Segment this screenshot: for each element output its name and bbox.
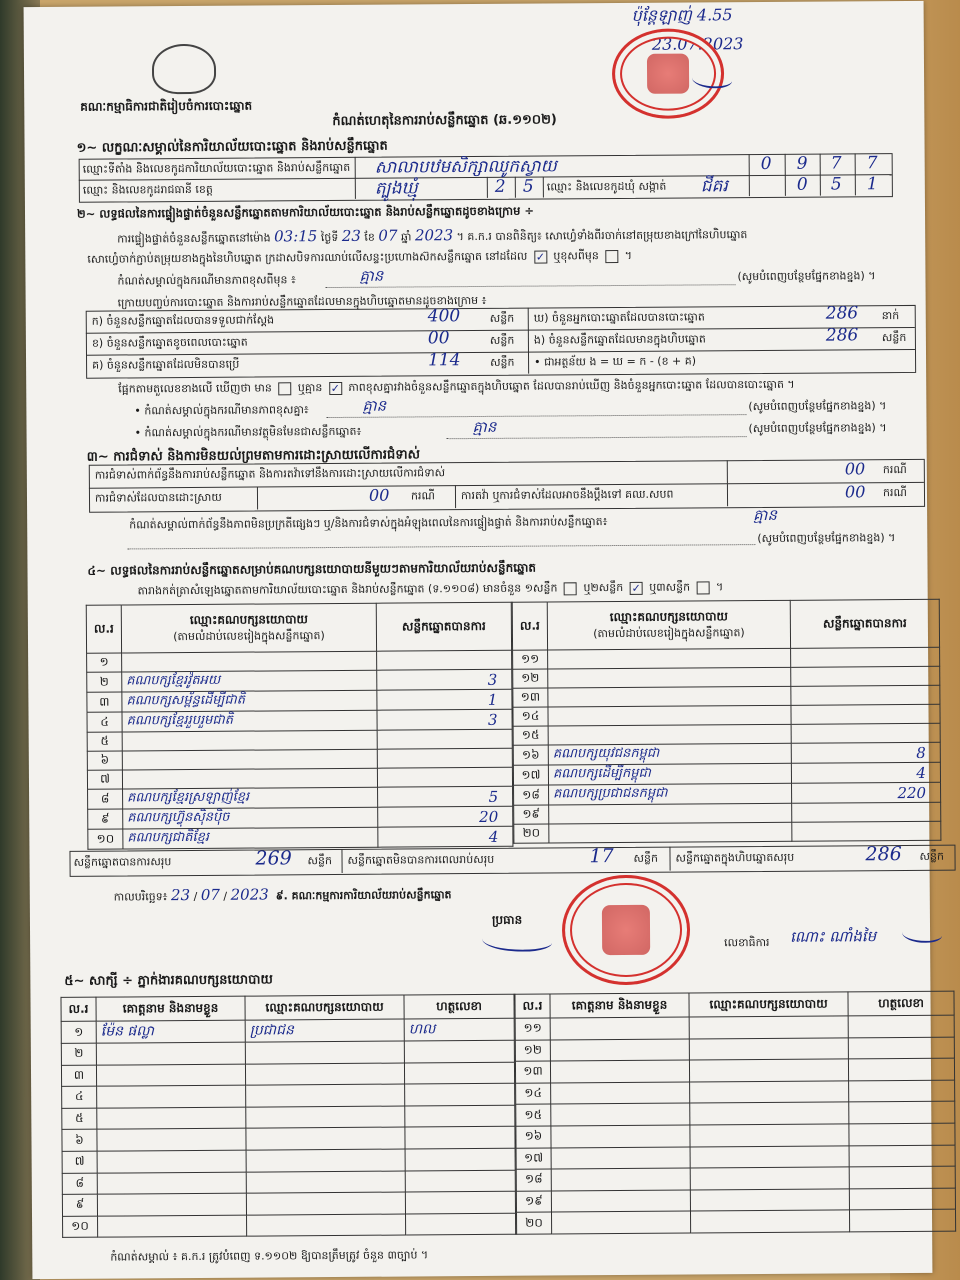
witness-name	[551, 1082, 690, 1105]
emblem-icon	[152, 44, 216, 94]
row-number: ១២	[513, 669, 548, 688]
witness-party	[247, 1214, 406, 1237]
row-number: ៨	[62, 1173, 97, 1195]
section-2-heading: ២~ លទ្ធផលនៃការផ្ទៀងផ្ទាត់ចំនួនសន្លឹកឆ្នោតតាមការិយាល័យបោះឆ្នោត និងរាប់សន្លឹកឆ្នោតដូចខាងក្រោម ÷	[76, 203, 535, 221]
s2-result-intro: ក្រោយបញ្ចប់ការបោះឆ្នោត និងការរាប់សន្លឹកឆ្នោតដែលមានក្នុងហិបឆ្នោតមានដូចខាងក្រោម ៖	[117, 293, 487, 310]
row-number: ១១	[513, 650, 548, 669]
secretary-label: លេខាធិការ	[724, 935, 770, 950]
secretary-signature	[902, 925, 942, 943]
witness-signature	[405, 1191, 515, 1213]
party-name	[548, 705, 791, 726]
org-name: គណៈកម្មាធិការជាតិរៀបចំការបោះឆ្នោត	[80, 98, 253, 114]
total-invalid-unit: សន្លឹក	[633, 851, 659, 865]
totals-row	[69, 845, 955, 877]
s3-row1-label: ការជំទាស់ពាក់ព័ន្ធនឹងការរាប់សន្លឹកឆ្នោត និងការតវ៉ាទៅនឹងការដោះស្រាយលើការជំទាស់	[94, 466, 446, 482]
official-seal-bottom	[562, 875, 691, 986]
s1-prov-code-2: 5	[522, 176, 534, 197]
party-votes: 8	[791, 742, 940, 763]
witness-signature	[404, 1040, 514, 1062]
document-sheet	[24, 1, 945, 1279]
form-title: កំណត់ហេតុនៃការរាប់សន្លឹកឆ្នោត (ឆ.១១០២)	[332, 112, 557, 130]
ballot-row-left-label: គ) ចំនួនសន្លឹកឆ្នោតដែលមិនបានប្រើ	[92, 357, 240, 372]
section-3-heading: ៣~ ការជំទាស់ និងការមិនយល់ព្រមតាមការដោះស្រាយលើការជំទាស់	[86, 447, 421, 465]
s2-note-hint: (សូមបំពេញបន្ថែមផ្នែកខាងខ្នង) ។	[737, 269, 876, 284]
ballot-row-right-unit: នាក់	[881, 309, 900, 323]
s2-note-label: កំណត់សម្គាល់ក្នុងករណីមានភាពខុសពីមុន ៖	[117, 273, 296, 288]
witness-name	[550, 1060, 689, 1083]
row-number: ១៨	[514, 785, 549, 805]
row-number: ១៦	[516, 1126, 551, 1148]
party-name	[122, 768, 377, 789]
changed-checkbox[interactable]	[605, 250, 618, 263]
row-number: ១០	[63, 1216, 98, 1238]
party-votes: 3	[377, 669, 512, 690]
witness-signature	[406, 1213, 516, 1235]
s1-code-3: 7	[830, 153, 842, 174]
witness-party	[690, 1081, 849, 1104]
party-votes	[791, 666, 940, 686]
party-votes	[377, 748, 512, 768]
table-row	[62, 1148, 515, 1173]
witness-party	[246, 1106, 405, 1129]
has-difference-checkbox[interactable]	[278, 382, 291, 395]
party-name: គណបក្សសម្ព័ន្ធដើម្បីជាតិ	[122, 690, 377, 712]
party-votes	[377, 650, 512, 670]
witness-name: ម៉ែន ផល្លា	[96, 1020, 245, 1043]
row-number: ១៥	[513, 726, 548, 745]
row-number: ១៥	[516, 1104, 551, 1126]
s4-intro: តារាងកត់ត្រាសំឡេងឆ្នោតតាមការិយាល័យបោះឆ្នោត និងរាប់សន្លឹកឆ្នោត (ទ.១១០៨) មានចំនួន ១សន្លឹក ឬ២សន្លឹក ✓ ឬ៣សន្លឹក ។	[137, 580, 724, 598]
witness-party	[245, 1063, 404, 1086]
two-sheet-checkbox[interactable]: ✓	[631, 581, 641, 595]
table-row	[88, 826, 513, 849]
party-name	[548, 724, 791, 745]
section-5-heading: ៥~ សាក្សី ÷ ភ្នាក់ងារគណបក្សនយោបាយ	[64, 972, 273, 989]
row-number: ៤	[62, 1086, 97, 1108]
three-sheet-checkbox[interactable]	[696, 581, 709, 594]
date-month: 07	[200, 885, 220, 904]
witness-party	[689, 1038, 848, 1061]
total-box-label: សន្លឹកឆ្នោតក្នុងហិបឆ្នោតសរុប	[675, 850, 795, 865]
party-name: គណបក្សយុវជនកម្ពុជា	[548, 743, 791, 765]
s2-bullet1-hint: (សូមបំពេញបន្ថែមផ្នែកខាងខ្នង) ។	[748, 399, 887, 414]
row-number: ៣	[87, 692, 122, 712]
witness-name	[550, 1017, 689, 1040]
col-party: ឈ្មោះគណបក្សនយោបាយ (តាមលំដាប់លេខរៀងក្នុងសន្លឹកឆ្នោត)	[121, 603, 376, 653]
row-number: ១៧	[513, 765, 548, 785]
party-votes	[377, 767, 512, 787]
s3-hint: (សូមបំពេញបន្ថែមផ្នែកខាងខ្នង) ។	[757, 531, 896, 546]
table-row	[516, 1102, 955, 1127]
row-number: ១២	[515, 1040, 550, 1062]
party-name	[122, 651, 377, 672]
s1-row1-value: សាលាបឋមសិក្សាឈូកស្វាយ	[374, 156, 557, 178]
witness-name	[551, 1211, 690, 1234]
s3-row2-value: 00	[368, 485, 390, 505]
one-sheet-checkbox[interactable]	[564, 582, 577, 595]
witness-party	[689, 1059, 848, 1082]
witness-signature	[849, 1166, 955, 1188]
witness-signature	[405, 1170, 515, 1192]
row-number: ៤	[87, 712, 122, 732]
s1-prov-code-1: 2	[494, 176, 506, 197]
party-votes: 5	[378, 786, 513, 807]
col-no: ល.រ	[86, 605, 121, 653]
table-row	[515, 1058, 954, 1083]
table-row	[62, 1170, 515, 1195]
s2-line1: ការផ្ទៀងផ្ទាត់ចំនួនសន្លឹកឆ្នោតនៅម៉ោង 03:15 ថ្ងៃទី 23 ខែ 07 ឆ្នាំ 2023 ។ គ.ក.រ បានពិនិត្យ៖ សោហ្វេំទាំងពីរចាក់នៅតម្រុយខាងក្រៅនៃហិបឆ្នោត	[117, 226, 748, 246]
top-note-date: 23.07.2023	[651, 34, 744, 54]
s2-bullet1: • កំណត់សម្គាល់ក្នុងករណីមានភាពខុសគ្នា៖	[134, 403, 309, 418]
party-name: គណបក្សខ្មែររួបរួមជាតិ	[122, 710, 377, 732]
party-votes	[377, 729, 512, 749]
witness-signature: ហល	[404, 1018, 514, 1041]
s3-row2-label: ការជំទាស់ដែលបានដោះស្រាយ	[94, 490, 222, 505]
date-day: 23	[170, 886, 191, 905]
witness-signature	[849, 1080, 955, 1102]
table-row	[62, 1191, 515, 1216]
date-line: កាលបរិច្ឆេទ៖ 23 / 07 / 2023 ៩. គណៈកម្មការការិយាល័យរាប់សន្លឹកឆ្នោត	[113, 885, 452, 905]
witness-name	[97, 1129, 246, 1152]
party-votes	[792, 802, 941, 822]
ballot-row-left-value: 00	[427, 328, 450, 349]
row-number: ១៧	[516, 1148, 551, 1170]
witness-name	[551, 1168, 690, 1191]
witness-table-right: ល.រ គោត្តនាម និងនាមខ្លួន ឈ្មោះគណបក្សនយោបាយ ហត្ថលេខា ១១ ១២ ១៣ ១៤ ១៥ ១៦ ១៧ ១៨ ១៩ ២០	[514, 991, 956, 1235]
party-name	[549, 803, 792, 824]
row-number: ២	[87, 672, 122, 692]
table-row	[516, 1145, 955, 1170]
row-number: ៣	[61, 1065, 96, 1087]
party-votes: 220	[792, 782, 941, 803]
s2-diff-line: ផ្អែកតាមតួលេខខាងលើ ឃើញថា មាន ឬគ្មាន ✓ ភាពខុសគ្នារវាងចំនួនសន្លឹកឆ្នោតក្នុងហិបឆ្នោត ដែលបានរាប់ឃើញ និងចំនួនអ្នកបោះឆ្នោត ដែលបានបោះឆ្នោត ។	[118, 377, 795, 396]
witness-table-left: ល.រ គោត្តនាម និងនាមខ្លួន ឈ្មោះគណបក្សនយោបាយ ហត្ថលេខា ១ ម៉ែន ផល្លា ប្រជាជន ហល ២ ៣ ៤ ៥ ៦ ៧ ៨ ៩ ១០	[60, 994, 516, 1239]
s3-note: កំណត់សម្គាល់ពាក់ព័ន្ធនឹងភាពមិនប្រក្រតីផ្សេងៗ ឬ/និងការជំទាស់ក្នុងអំឡុងពេលនៃការផ្ទៀងផ្ទាត់ និងការរាប់សន្លឹកឆ្នោត៖	[129, 515, 608, 532]
total-invalid-label: សន្លឹកឆ្នោតមិនបានការពេលរាប់សរុប	[347, 852, 495, 867]
s1-code-4: 7	[866, 153, 878, 174]
witness-party	[246, 1084, 405, 1107]
ballot-row-right-label: ឃ) ចំនួនអ្នកបោះឆ្នោតដែលបានបោះឆ្នោត	[533, 310, 705, 325]
witness-party	[690, 1124, 849, 1147]
witness-name	[550, 1039, 689, 1062]
row-number: ៥	[87, 732, 122, 751]
s3-row1-unit: ករណី	[882, 463, 907, 477]
table-row	[516, 1080, 955, 1105]
s3-row2-unit: ករណី	[410, 489, 435, 503]
table-row	[62, 1127, 515, 1152]
witness-signature	[848, 1015, 954, 1037]
witness-signature	[849, 1188, 955, 1210]
witness-signature	[848, 1037, 954, 1059]
party-name	[122, 730, 377, 751]
witness-signature	[404, 1062, 514, 1084]
witness-party	[690, 1102, 849, 1125]
party-votes: 4	[378, 826, 513, 847]
s1-row2-value: ត្បូងឃ្មុំ	[374, 178, 418, 199]
ballot-row-right-value: 286	[825, 325, 859, 346]
row-number: ១៤	[513, 707, 548, 726]
total-valid-unit: សន្លឹក	[307, 854, 333, 868]
witness-party	[690, 1189, 849, 1212]
s1-row2-label: ឈ្មោះ និងលេខកូដរាជធានី ខេត្ត	[82, 182, 213, 197]
row-number: ៧	[87, 770, 122, 789]
ballot-row-right-label: ង) ចំនួនសន្លឹកឆ្នោតដែលមានក្នុងហិបឆ្នោត	[533, 332, 706, 347]
count-month: 07	[378, 226, 398, 245]
table-row	[61, 1018, 514, 1043]
party-name: គណបក្សហ៊្វុនស៊ិនប៉ិច	[123, 807, 378, 829]
witness-signature	[849, 1145, 955, 1167]
witness-party	[246, 1171, 405, 1194]
witness-name	[96, 1042, 245, 1065]
party-name: គណបក្សខ្មែរវ៉ូតអយ	[122, 670, 377, 692]
s3-note-value: គ្មាន	[753, 505, 778, 525]
witness-signature	[405, 1083, 515, 1105]
total-box-unit: សន្លឹក	[919, 849, 945, 863]
party-votes	[791, 647, 940, 667]
s3-row2-value2: 00	[844, 482, 866, 502]
col-votes: សន្លឹកឆ្នោតបានការ	[376, 602, 511, 651]
s2-bullet2-value: គ្មាន	[472, 417, 497, 437]
count-year: 2023	[414, 226, 454, 245]
witness-party	[246, 1127, 405, 1150]
row-number: ២០	[516, 1212, 551, 1234]
row-number: ១៤	[516, 1083, 551, 1105]
row-number: ៩	[88, 809, 123, 829]
row-number: ១៣	[513, 688, 548, 707]
no-difference-checkbox[interactable]: ✓	[330, 381, 340, 395]
table-row	[63, 1213, 516, 1238]
table-row	[515, 1037, 954, 1062]
table-row	[516, 1188, 955, 1213]
chair-signature	[482, 929, 552, 951]
s1-commune-code-3: 1	[866, 174, 878, 195]
unchanged-checkbox[interactable]: ✓	[535, 250, 546, 264]
count-time: 03:15	[274, 227, 318, 246]
ballot-row-left-unit: សន្លឹក	[490, 355, 515, 369]
witness-party	[690, 1210, 849, 1233]
party-votes	[791, 704, 940, 724]
s3-row2-label2: ការតវ៉ា ឬការជំទាស់ដែលអាចនឹងប្ដឹងទៅ គឈ.សបព	[460, 487, 674, 503]
row-number: ៧	[62, 1151, 97, 1173]
witness-signature	[849, 1123, 955, 1145]
party-name	[548, 648, 791, 669]
witness-signature	[849, 1210, 955, 1232]
total-box-value: 286	[865, 843, 902, 866]
table-row	[516, 1210, 955, 1235]
witness-party	[690, 1145, 849, 1168]
s3-row1-value: 00	[844, 459, 866, 479]
witness-name	[97, 1107, 246, 1130]
table-row	[62, 1083, 515, 1108]
witness-name	[551, 1125, 690, 1148]
chair-label: ប្រធាន	[491, 912, 523, 927]
witness-party	[246, 1192, 405, 1215]
table-row	[515, 1015, 954, 1040]
total-valid-value: 269	[255, 847, 292, 870]
ballot-row-right-label: • ជាអត្ថន័យ ង = ឃ = ក - (ខ + គ)	[534, 354, 697, 369]
witness-name	[97, 1085, 246, 1108]
row-number: ៥	[62, 1108, 97, 1130]
party-name: គណបក្សប្រជាជនកម្ពុជា	[549, 783, 792, 805]
section-4-heading: ៤~ លទ្ធផលនៃការរាប់សន្លឹកឆ្នោតសម្រាប់គណបក្សនយោបាយនីមួយៗតាមការិយាល័យរាប់សន្លឹកឆ្នោត	[87, 560, 537, 578]
party-votes: 3	[377, 709, 512, 730]
party-votes	[791, 723, 940, 743]
row-number: ១	[61, 1021, 96, 1043]
total-invalid-value: 17	[589, 845, 614, 868]
witness-name	[96, 1064, 245, 1087]
s2-bullet2: • កំណត់សម្គាល់ក្នុងករណីមានវត្ថុមិនមែនជាសន្លឹកឆ្នោត៖	[134, 424, 362, 440]
witness-signature	[405, 1105, 515, 1127]
witness-name	[97, 1172, 246, 1195]
party-votes	[792, 821, 941, 841]
ballot-row-left-label: ខ) ចំនួនសន្លឹកឆ្នោតខូចពេលបោះឆ្នោត	[91, 335, 248, 350]
table-row	[516, 1123, 955, 1148]
row-number: ១១	[515, 1018, 550, 1040]
s2-note-value: គ្មាន	[359, 266, 384, 285]
party-votes: 4	[791, 762, 940, 783]
witness-name	[98, 1215, 247, 1238]
count-day: 23	[341, 226, 361, 245]
table-row	[61, 1062, 514, 1087]
party-name	[549, 822, 792, 843]
party-votes	[791, 685, 940, 705]
s1-code-1: 0	[760, 153, 772, 175]
row-number: ១៦	[513, 745, 548, 765]
ballot-row-right-value: 286	[825, 303, 859, 324]
witness-party: ប្រជាជន	[245, 1019, 404, 1042]
party-votes: 20	[378, 806, 513, 827]
witness-name	[97, 1193, 246, 1216]
party-name: គណបក្សខ្មែរស្រឡាញ់ខ្មែរ	[123, 787, 378, 809]
party-name: គណបក្សដើម្បីកម្ពុជា	[548, 763, 791, 785]
s1-row2-label2: ឈ្មោះ និងលេខកូដឃុំ សង្កាត់	[546, 179, 667, 194]
row-number: ៦	[87, 751, 122, 770]
witness-name	[97, 1150, 246, 1173]
row-number: ៩	[62, 1194, 97, 1216]
footer-note: កំណត់សម្គាល់ ៖ គ.ក.រ ត្រូវបំពេញ ទ.១១០២ ឱ្យបានត្រឹមត្រូវ ចំនួន ៣ច្បាប់ ។	[110, 1248, 429, 1264]
ballot-row-left-label: ក) ចំនួនសន្លឹកឆ្នោតដែលបានទទួលជាក់ស្តែង	[91, 313, 275, 328]
witness-name	[551, 1147, 690, 1170]
ballot-row-left-unit: សន្លឹក	[489, 333, 515, 347]
ballot-row-left-value: 400	[427, 306, 461, 327]
witness-name	[551, 1190, 690, 1213]
party-results-table-left	[86, 602, 514, 850]
row-number: ៨	[88, 789, 123, 809]
s1-row2-value2: ជីគរ	[700, 176, 728, 197]
date-year: 2023	[230, 885, 269, 904]
witness-name	[551, 1103, 690, 1126]
party-name	[548, 667, 791, 688]
ballot-row-left-unit: សន្លឹក	[489, 311, 515, 325]
witness-party	[245, 1041, 404, 1064]
row-number: ១	[87, 653, 122, 672]
s2-line2: សោហ្វេំចាក់ភ្ជាប់តម្រុយខាងក្នុងនៃហិបឆ្នោត ក្រដាសបិទការឈាប់លើសន្ទះប្រហោងស៊កសន្លឹកឆ្នោត នៅដដែល ✓ ឬខុសពីមុន ។	[87, 248, 633, 266]
row-number: ១៩	[516, 1191, 551, 1213]
top-note: ប៉ុន្តែឡាញ់ 4.55	[631, 5, 733, 25]
row-number: ១៨	[516, 1169, 551, 1191]
party-results-table-right: ល.រ ឈ្មោះគណបក្សនយោបាយ (តាមលំដាប់លេខរៀងក្នុងសន្លឹកឆ្នោត) សន្លឹកឆ្នោតបានការ ១១ ១២ ១៣ ១៤ ១៥ ១៦ គណបក្សយុវជនកម្ពុជា 8 ១៧ គណបក្សដើម្បីកម្ពុជា 4 ១៨ គណបក្សប្រជាជនកម្ពុជា 220 ១៩ ២០	[512, 599, 942, 844]
witness-signature	[848, 1058, 954, 1080]
ballot-row-right-unit: សន្លឹក	[881, 331, 907, 345]
witness-signature	[405, 1127, 515, 1149]
party-name	[122, 749, 377, 770]
s1-commune-code-1: 0	[796, 174, 808, 195]
table-row	[61, 1040, 514, 1065]
s3-row2-unit2: ករណី	[882, 486, 907, 500]
party-name	[548, 686, 791, 707]
s2-bullet2-hint: (សូមបំពេញបន្ថែមផ្នែកខាងខ្នង) ។	[748, 421, 887, 436]
section-1-heading: ១~ លក្ខណៈសម្គាល់នៃការិយាល័យបោះឆ្នោត និងរាប់សន្លឹកឆ្នោត	[76, 138, 388, 156]
s1-code-2: 9	[796, 153, 808, 174]
table-row	[514, 821, 941, 843]
row-number: ១០	[88, 829, 123, 849]
witness-party	[690, 1167, 849, 1190]
total-valid-label: សន្លឹកឆ្នោតបានការសរុប	[73, 855, 172, 869]
witness-party	[246, 1149, 405, 1172]
party-name: គណបក្សជាតិខ្មែរ	[123, 827, 378, 849]
row-number: ២	[61, 1043, 96, 1065]
witness-signature	[849, 1102, 955, 1124]
s1-row1-label: ឈ្មោះទីតាំង និងលេខកូដការិយាល័យបោះឆ្នោត និងរាប់សន្លឹកឆ្នោត	[82, 160, 351, 176]
table-row	[62, 1105, 515, 1130]
row-number: ១៩	[514, 805, 549, 824]
s1-commune-code-2: 5	[830, 174, 842, 195]
s2-bullet1-value: គ្មាន	[362, 396, 387, 415]
witness-party	[689, 1016, 848, 1039]
ballot-row-left-value: 114	[427, 350, 461, 371]
row-number: ១៣	[515, 1061, 550, 1083]
row-number: ២០	[514, 824, 549, 843]
witness-signature	[405, 1148, 515, 1170]
secretary-name: ណោះ ណាំងមៃ	[790, 927, 877, 946]
row-number: ៦	[62, 1130, 97, 1152]
party-votes: 1	[377, 689, 512, 710]
table-row	[516, 1166, 955, 1191]
